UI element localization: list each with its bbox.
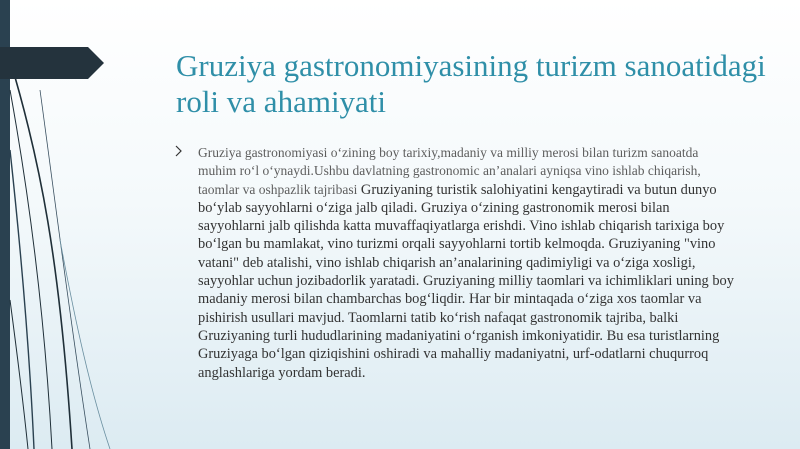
body-text: Gruziyaning turistik salohiyatini kengaytiradi va butun dunyo bo‘ylab sayyohlarni o‘ziga jalb qiladi. Gruziya o‘zining gastronomik merosi bilan sayyohlarni jalb qilishda katta muvaffaqiyatlarga erishdi. Vino ishlab chiqarish tarixiga boy bo‘lgan bu mamlakat, vino turizmi orqali sayyohlarni tortib kelmoqda. Gruziyaning "vino vatani" deb atalishi, vino ishlab chiqarish an’analarining qadimiyligi va o‘ziga xosligi, sayyohlar uchun jozibadorlik yaratadi. Gruziyaning milliy taomlari va ichimliklari uning boy madaniy merosi bilan chambarchas bog‘liqdir. Har bir mintaqada o‘ziga xos taomlar va pishirish usullari mavjud. Taomlarni tatib ko‘rish nafaqat gastronomik tajriba, balki Gruziyaning turli hududlarining madaniyatini o‘rganish imkoniyatidir. Bu esa turistlarning Gruziyaga bo‘lgan qiziqishini oshiradi va mahalliy madaniyatni, urf-odatlarni chuqurroq anglashlariga yordam beradi. xyxy=(198,181,734,381)
slide-title: Gruziya gastronomiyasining turizm sanoatidagi roli va ahamiyati xyxy=(176,48,766,119)
title-arrow-tab xyxy=(0,47,104,79)
slide-body xyxy=(198,144,738,382)
lead-text: Gruziya gastronomiyasi o‘zining boy tarixiy,madaniy va milliy merosi bilan turizm sanoatda muhim ro‘l o‘ynaydi.Ushbu davlatning gastronomic an’analari ayniqsa vino ishlab chiqarish, taomlar va oshpazlik tajribasi xyxy=(198,145,701,197)
arrow-bullet-icon xyxy=(175,145,183,157)
